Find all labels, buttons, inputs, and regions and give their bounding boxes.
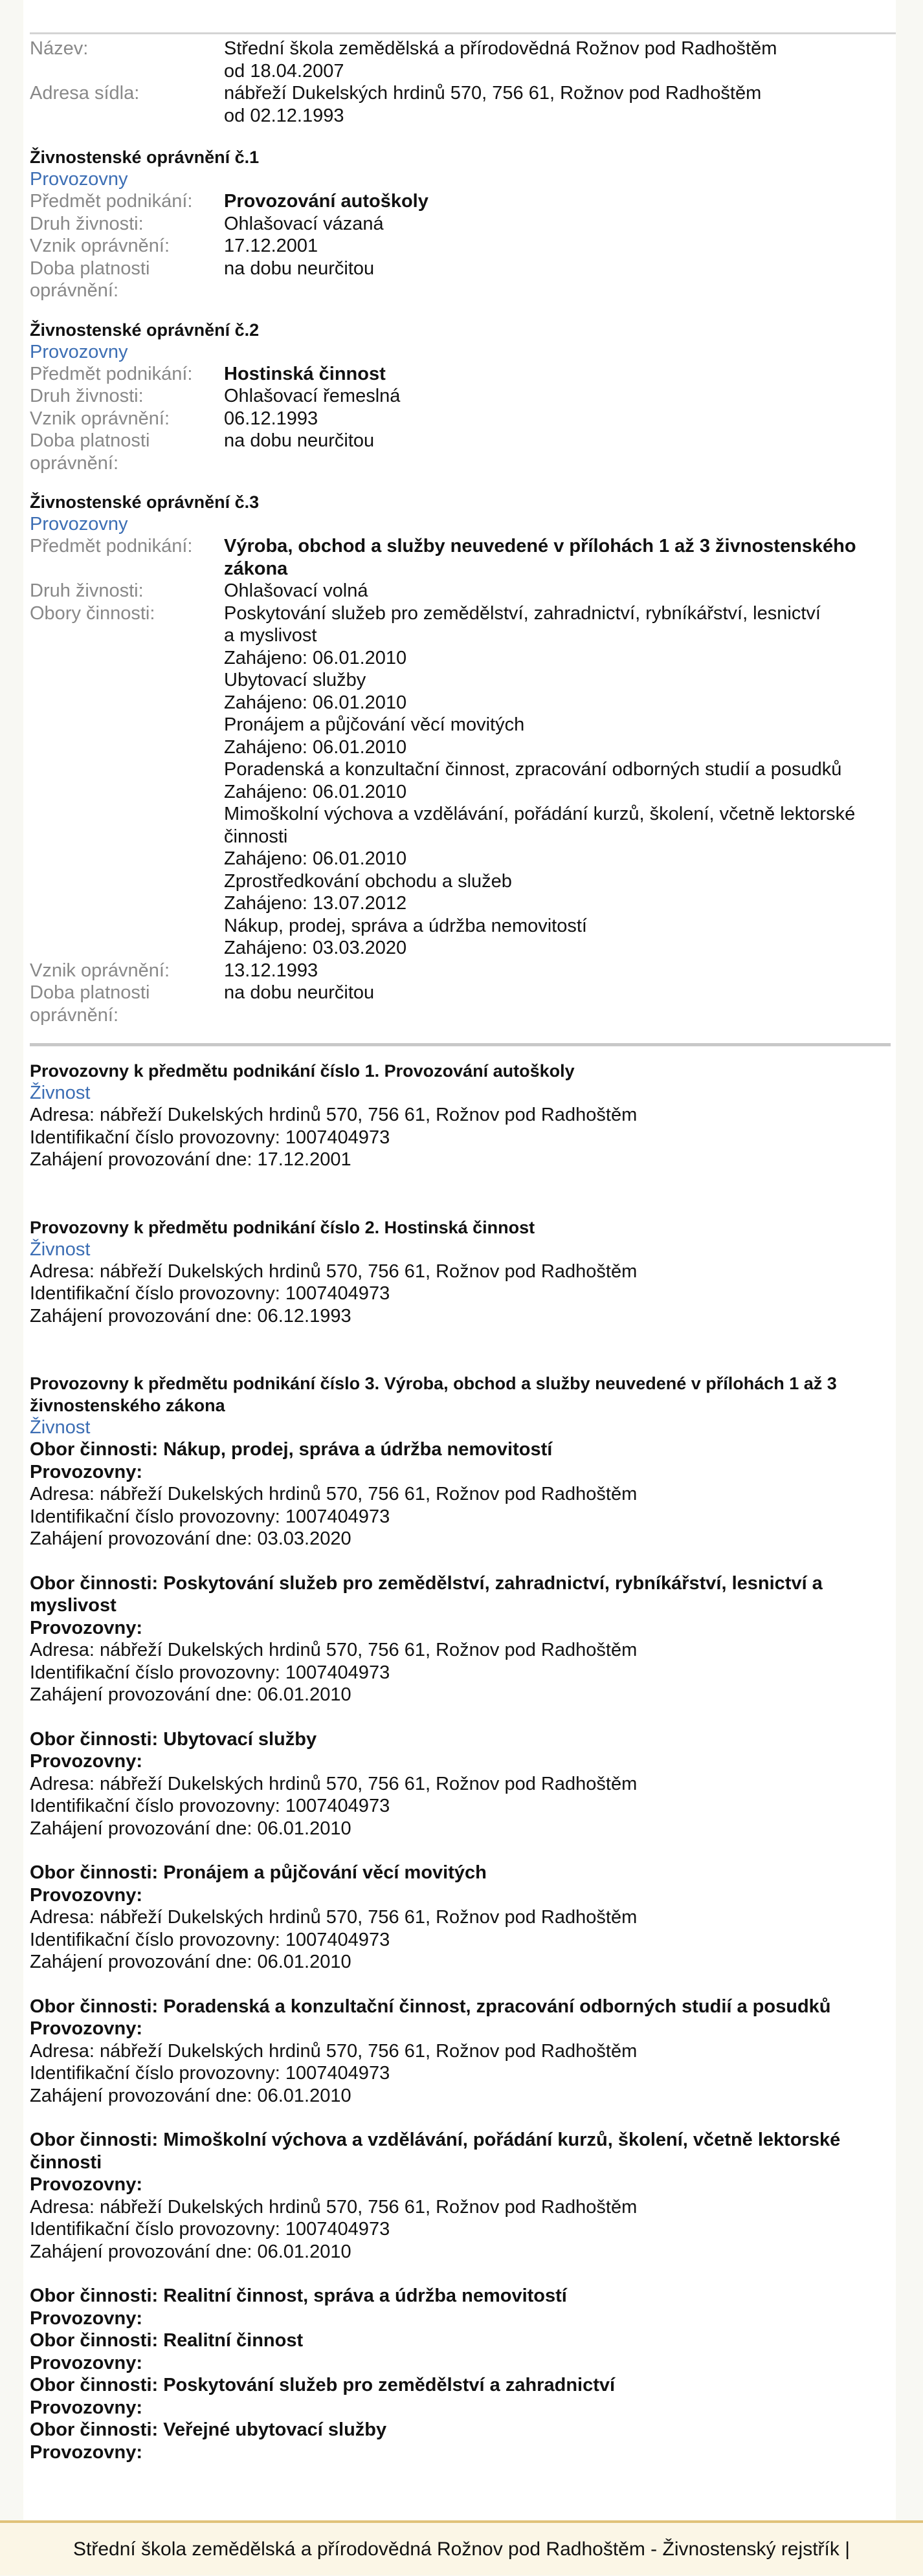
vznik-value: 13.12.1993 — [224, 960, 318, 981]
zivnost-link[interactable]: Živnost — [30, 1238, 91, 1260]
provozovny-label: Provozovny: — [30, 2352, 143, 2373]
establishment-start: Zahájení provozování dne: 17.12.2001 — [30, 1149, 351, 1170]
provozovny-link[interactable]: Provozovny — [30, 341, 128, 362]
top-divider — [30, 32, 896, 34]
obor-start: Zahájení provozování dne: 06.01.2010 — [30, 1952, 351, 1972]
name-row — [30, 38, 884, 82]
obor-start-date: Zahájeno: 03.03.2020 — [224, 938, 407, 958]
obor-id: Identifikační číslo provozovny: 1007404973 — [30, 1929, 390, 1950]
establishment-address: Adresa: nábřeží Dukelských hrdinů 570, 756 61, Rožnov pod Radhoštěm — [30, 1260, 638, 1282]
provozovny-link[interactable]: Provozovny — [30, 169, 128, 190]
obor-block — [30, 1996, 884, 2108]
license-section-3 — [30, 491, 884, 1026]
establishment-address: Adresa: nábřeží Dukelských hrdinů 570, 756 61, Rožnov pod Radhoštěm — [30, 1105, 638, 1125]
obor-line: Mimoškolní výchova a vzdělávání, pořádání kurzů, školení, včetně lektorské — [224, 804, 856, 824]
company-name-since: od 18.04.2007 — [224, 60, 344, 82]
provozovny-link[interactable]: Provozovny — [30, 514, 128, 534]
obor-line: činnosti — [224, 826, 288, 847]
obor-line: Ubytovací služby — [224, 670, 366, 690]
obor-line: Zprostředkování obchodu a služeb — [224, 870, 512, 892]
obor-title: Obor činnosti: Mimoškolní výchova a vzdělávání, pořádání kurzů, školení, včetně lektorské — [30, 2130, 841, 2150]
doba-row — [30, 982, 884, 1026]
obor-address: Adresa: nábřeží Dukelských hrdinů 570, 756 61, Rožnov pod Radhoštěm — [30, 2040, 638, 2062]
predmet-row — [30, 535, 884, 580]
obor-title: Obor činnosti: Ubytovací služby — [30, 1728, 317, 1750]
provozovny-label: Provozovny: — [30, 2018, 143, 2039]
establishment-title-line1: Provozovny k předmětu podnikání číslo 3. Výroba, obchod a služby neuvedené v přílohách 1 až 3 — [30, 1374, 837, 1393]
establishment-section-3 — [30, 1372, 884, 2463]
vznik-row — [30, 960, 884, 982]
obor-start-date: Zahájeno: 06.01.2010 — [224, 692, 407, 713]
predmet-value: Hostinská činnost — [224, 363, 386, 384]
obor-title-line2: myslivost — [30, 1595, 117, 1616]
obor-start-date: Zahájeno: 06.01.2010 — [224, 848, 407, 869]
obor-line: Pronájem a půjčování věcí movitých — [224, 714, 525, 735]
obor-line: a myslivost — [224, 625, 317, 646]
vznik-row — [30, 235, 884, 258]
druh-label: Druh živnosti: — [30, 386, 144, 406]
obor-line: Nákup, prodej, správa a údržba nemovitostí — [224, 915, 587, 936]
predmet-label: Předmět podnikání: — [30, 191, 193, 212]
druh-label: Druh živnosti: — [30, 213, 144, 234]
obor-title: Obor činnosti: Pronájem a půjčování věcí movitých — [30, 1862, 487, 1883]
obor-start-date: Zahájeno: 06.01.2010 — [224, 647, 407, 668]
provozovny-label: Provozovny: — [30, 2441, 143, 2463]
license-title: Živnostenské oprávnění č.1 — [30, 148, 260, 167]
obor-block — [30, 1572, 884, 1706]
obor-title: Obor činnosti: Realitní činnost, správa a údržba nemovitostí — [30, 2285, 567, 2306]
obor-line: Poskytování služeb pro zemědělství, zahradnictví, rybníkářství, lesnictví — [224, 602, 821, 624]
obor-block — [30, 1862, 884, 1974]
obor-start-date: Zahájeno: 13.07.2012 — [224, 893, 407, 914]
doba-row — [30, 258, 884, 302]
obor-address: Adresa: nábřeží Dukelských hrdinů 570, 756 61, Rožnov pod Radhoštěm — [30, 1773, 638, 1794]
establishment-id: Identifikační číslo provozovny: 1007404973 — [30, 1283, 390, 1304]
predmet-label: Předmět podnikání: — [30, 536, 193, 556]
predmet-row — [30, 190, 884, 213]
doba-label-line1: Doba platnosti — [30, 258, 150, 279]
obor-address: Adresa: nábřeží Dukelských hrdinů 570, 756 61, Rožnov pod Radhoštěm — [30, 2196, 638, 2218]
company-address-since: od 02.12.1993 — [224, 105, 344, 126]
provozovny-label: Provozovny: — [30, 1617, 143, 1638]
provozovny-label: Provozovny: — [30, 2307, 143, 2329]
obor-title-line2: činnosti — [30, 2152, 102, 2173]
obor-address: Adresa: nábřeží Dukelských hrdinů 570, 756 61, Rožnov pod Radhoštěm — [30, 1484, 638, 1504]
obor-start-date: Zahájeno: 06.01.2010 — [224, 736, 407, 758]
provozovny-label: Provozovny: — [30, 1884, 143, 1906]
predmet-value: Provozování autoškoly — [224, 191, 428, 212]
predmet-value-line2: zákona — [224, 558, 288, 579]
obor-title: Obor činnosti: Nákup, prodej, správa a údržba nemovitostí — [30, 1439, 553, 1460]
doba-label — [30, 982, 224, 1026]
obor-title: Obor činnosti: Veřejné ubytovací služby — [30, 2419, 387, 2440]
establishment-title — [30, 1372, 884, 1416]
establishment-id: Identifikační číslo provozovny: 1007404973 — [30, 1127, 390, 1148]
vznik-row — [30, 408, 884, 430]
provozovny-label: Provozovny: — [30, 2174, 143, 2195]
obor-start-date: Zahájeno: 06.01.2010 — [224, 781, 407, 802]
obor-title: Obor činnosti: Realitní činnost — [30, 2330, 304, 2351]
name-label: Název: — [30, 38, 89, 59]
footer-text: Střední škola zemědělská a přírodovědná Rožnov pod Radhoštěm - Živnostenský rejstřík | — [72, 2538, 851, 2560]
provozovny-label: Provozovny: — [30, 2397, 143, 2418]
license-section-2 — [30, 319, 884, 475]
license-section-1 — [30, 146, 884, 302]
druh-value: Ohlašovací řemeslná — [224, 386, 401, 406]
obor-line: Poradenská a konzultační činnost, zpracování odborných studií a posudků — [224, 759, 842, 780]
obor-block — [30, 2129, 884, 2263]
druh-value: Ohlašovací volná — [224, 580, 368, 601]
obory-list — [224, 602, 884, 960]
company-address: nábřeží Dukelských hrdinů 570, 756 61, Rožnov pod Radhoštěm — [224, 83, 762, 104]
address-label: Adresa sídla: — [30, 83, 140, 104]
doba-row — [30, 430, 884, 474]
doba-label-line2: oprávnění: — [30, 452, 119, 474]
doba-label-line1: Doba platnosti — [30, 430, 150, 451]
predmet-value — [224, 535, 884, 580]
druh-label: Druh živnosti: — [30, 580, 144, 601]
obor-id: Identifikační číslo provozovny: 1007404973 — [30, 1506, 390, 1527]
doba-label-line1: Doba platnosti — [30, 982, 150, 1003]
obor-title: Obor činnosti: Poradenská a konzultační činnost, zpracování odborných studií a posudků — [30, 1996, 831, 2017]
company-name: Střední škola zemědělská a přírodovědná Rožnov pod Radhoštěm — [224, 38, 777, 59]
vznik-label: Vznik oprávnění: — [30, 236, 170, 256]
provozovny-label: Provozovny: — [30, 1751, 143, 1772]
obor-block — [30, 1728, 884, 1840]
druh-row — [30, 385, 884, 408]
zivnost-link[interactable]: Živnost — [30, 1083, 91, 1103]
obor-id: Identifikační číslo provozovny: 1007404973 — [30, 1662, 390, 1683]
establishment-title: Provozovny k předmětu podnikání číslo 2. Hostinská činnost — [30, 1217, 535, 1237]
vznik-label: Vznik oprávnění: — [30, 408, 170, 429]
address-row — [30, 82, 884, 127]
obor-block — [30, 1438, 884, 1550]
obor-start: Zahájení provozování dne: 06.01.2010 — [30, 2241, 351, 2262]
obor-id: Identifikační číslo provozovny: 1007404973 — [30, 1796, 390, 1816]
business-register-record — [30, 38, 884, 2463]
predmet-value-line1: Výroba, obchod a služby neuvedené v přílohách 1 až 3 živnostenského — [224, 536, 856, 556]
obor-empty-list — [30, 2285, 884, 2463]
obor-start: Zahájení provozování dne: 06.01.2010 — [30, 2085, 351, 2106]
license-title: Živnostenské oprávnění č.2 — [30, 320, 260, 340]
establishment-title-line2: živnostenského zákona — [30, 1396, 225, 1415]
obor-start: Zahájení provozování dne: 06.01.2010 — [30, 1818, 351, 1839]
doba-label-line2: oprávnění: — [30, 280, 119, 301]
predmet-row — [30, 363, 884, 386]
section-divider — [30, 1043, 891, 1046]
obor-id: Identifikační číslo provozovny: 1007404973 — [30, 2219, 390, 2240]
establishment-section-1 — [30, 1060, 884, 1171]
establishment-title: Provozovny k předmětu podnikání číslo 1. Provozování autoškoly — [30, 1061, 575, 1081]
obor-title: Obor činnosti: Poskytování služeb pro zemědělství a zahradnictví — [30, 2375, 616, 2395]
doba-label — [30, 430, 224, 474]
vznik-value: 17.12.2001 — [224, 236, 318, 256]
establishment-start: Zahájení provozování dne: 06.12.1993 — [30, 1305, 351, 1327]
doba-value: na dobu neurčitou — [224, 258, 375, 279]
zivnost-link[interactable]: Živnost — [30, 1417, 91, 1438]
obory-row — [30, 602, 884, 960]
doba-label — [30, 258, 224, 302]
obory-label: Obory činnosti: — [30, 602, 155, 624]
obor-title: Obor činnosti: Poskytování služeb pro zemědělství, zahradnictví, rybníkářství, lesnictví a — [30, 1572, 823, 1594]
provozovny-label: Provozovny: — [30, 1461, 143, 1482]
predmet-label: Předmět podnikání: — [30, 363, 193, 384]
establishment-section-2 — [30, 1216, 884, 1328]
obor-start: Zahájení provozování dne: 06.01.2010 — [30, 1684, 351, 1705]
vznik-label: Vznik oprávnění: — [30, 960, 170, 981]
obor-address: Adresa: nábřeží Dukelských hrdinů 570, 756 61, Rožnov pod Radhoštěm — [30, 1640, 638, 1660]
vznik-value: 06.12.1993 — [224, 408, 318, 429]
license-title: Živnostenské oprávnění č.3 — [30, 492, 260, 512]
obor-id: Identifikační číslo provozovny: 1007404973 — [30, 2063, 390, 2084]
druh-row — [30, 580, 884, 602]
obor-address: Adresa: nábřeží Dukelských hrdinů 570, 756 61, Rožnov pod Radhoštěm — [30, 1907, 638, 1928]
obor-start: Zahájení provozování dne: 03.03.2020 — [30, 1528, 351, 1549]
doba-label-line2: oprávnění: — [30, 1004, 119, 1026]
druh-value: Ohlašovací vázaná — [224, 213, 384, 234]
doba-value: na dobu neurčitou — [224, 430, 375, 451]
doba-value: na dobu neurčitou — [224, 982, 375, 1003]
druh-row — [30, 213, 884, 236]
page-footer — [0, 2520, 923, 2575]
